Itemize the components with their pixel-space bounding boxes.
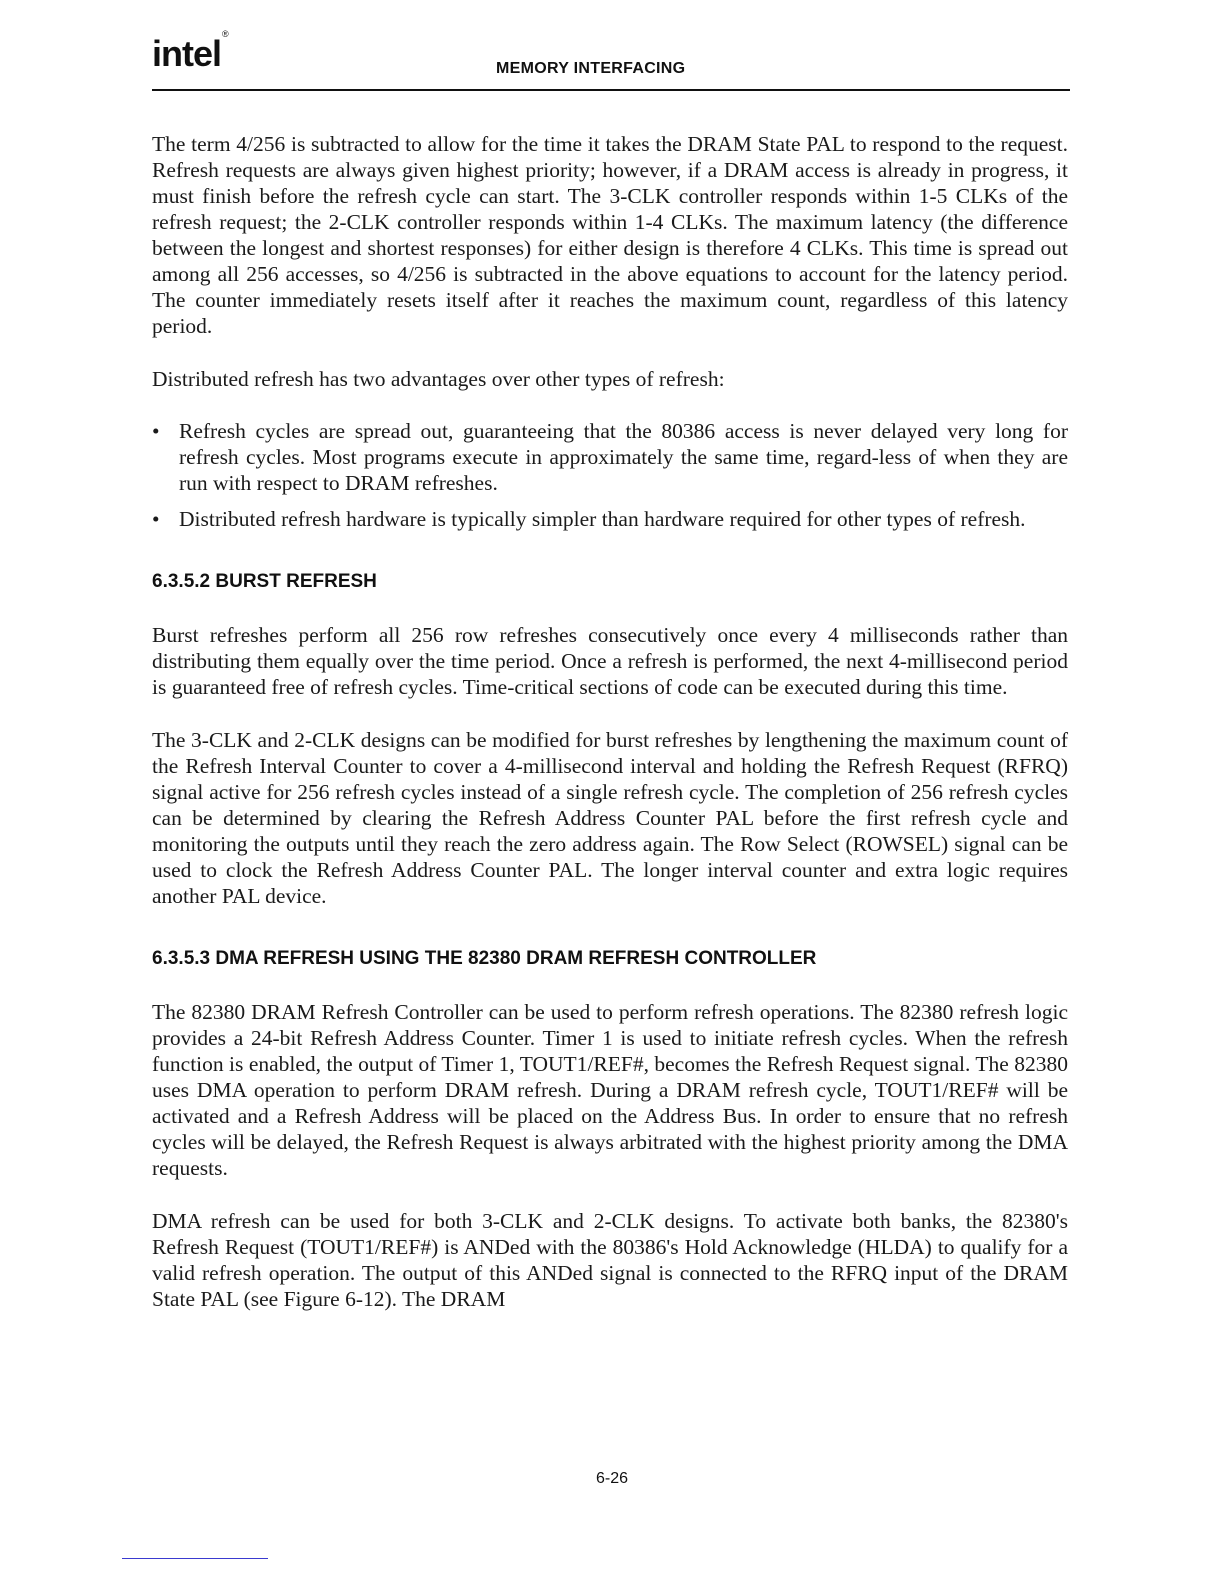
paragraph-advantages-intro: Distributed refresh has two advantages over other types of refresh: (152, 367, 725, 391)
footer-rule (122, 1558, 268, 1559)
bullet-glyph: • (152, 507, 160, 531)
page-body (152, 131, 1068, 1312)
list-item (152, 506, 1068, 532)
list-item-text: Refresh cycles are spread out, guaranteeing that the 80386 access is never delayed very long for refresh cycles. Most programs execute in approximately the same time, regard-less of when they are run with respect to DRAM refreshes. (179, 419, 1068, 495)
advantages-list (152, 418, 1068, 532)
page-number: 6-26 (595, 1470, 629, 1487)
paragraph-burst-refresh: Burst refreshes perform all 256 row refreshes consecutively once every 4 milliseconds rather than distributing them equally over the time period. Once a refresh is performed, the next 4-millisecond period is guaranteed free of refresh cycles. Time-critical sections of code can be executed during this time. (152, 623, 1068, 699)
paragraph-latency: The term 4/256 is subtracted to allow for the time it takes the DRAM State PAL to respond to the request. Refresh requests are always given highest priority; however, if a DRAM access is already in progress, it must finish before the refresh cycle can start. The 3-CLK controller responds within 1-5 CLKs of the refresh request; the 2-CLK controller responds within 1-4 CLKs. The maximum latency (the difference between the longest and shortest responses) for either design is therefore 4 CLKs. This time is spread out among all 256 accesses, so 4/256 is subtracted in the above equations to account for the latency period. The counter immediately resets itself after it reaches the maximum count, regardless of this latency period. (152, 132, 1068, 338)
paragraph-dma-designs: DMA refresh can be used for both 3-CLK and 2-CLK designs. To activate both banks, the 82380's Refresh Request (TOUT1/REF#) is ANDed with the 80386's Hold Acknowledge (HLDA) to qualify for a valid refresh operation. The output of this ANDed signal is connected to the RFRQ input of the DRAM State PAL (see Figure 6-12). The DRAM (152, 1209, 1068, 1311)
section-heading-dma-refresh: 6.3.5.3 DMA REFRESH USING THE 82380 DRAM REFRESH CONTROLLER (152, 948, 817, 969)
header-rule (152, 89, 1070, 91)
paragraph-dma-controller: The 82380 DRAM Refresh Controller can be used to perform refresh operations. The 82380 refresh logic provides a 24-bit Refresh Address Counter. Timer 1 is used to initiate refresh cycles. When the refresh function is enabled, the output of Timer 1, TOUT1/REF#, becomes the Refresh Request signal. The 82380 uses DMA operation to perform DRAM refresh. During a DRAM refresh cycle, TOUT1/REF# will be activated and a Refresh Address will be placed on the Address Bus. In order to ensure that no refresh cycles will be delayed, the Refresh Request is always arbitrated with the highest priority among the DMA requests. (152, 1000, 1068, 1180)
running-head: MEMORY INTERFACING (496, 60, 686, 77)
list-item (152, 418, 1068, 496)
section-heading-burst-refresh: 6.3.5.2 BURST REFRESH (152, 571, 377, 592)
paragraph-burst-modification: The 3-CLK and 2-CLK designs can be modified for burst refreshes by lengthening the maximum count of the Refresh Interval Counter to cover a 4-millisecond interval and holding the Refresh Request (RFRQ) signal active for 256 refresh cycles instead of a single refresh cycle. The completion of 256 refresh cycles can be determined by clearing the Refresh Address Counter PAL before the first refresh cycle and monitoring the outputs until they reach the zero address again. The Row Select (ROWSEL) signal can be used to clock the Refresh Address Counter PAL. The longer interval counter and extra logic requires another PAL device. (152, 728, 1068, 908)
intel-logo (152, 29, 228, 74)
list-item-text: Distributed refresh hardware is typically simpler than hardware required for other types of refresh. (179, 507, 1026, 531)
registered-mark: ® (222, 29, 228, 39)
bullet-glyph: • (152, 419, 160, 443)
intel-logo-text: intel (152, 33, 222, 74)
